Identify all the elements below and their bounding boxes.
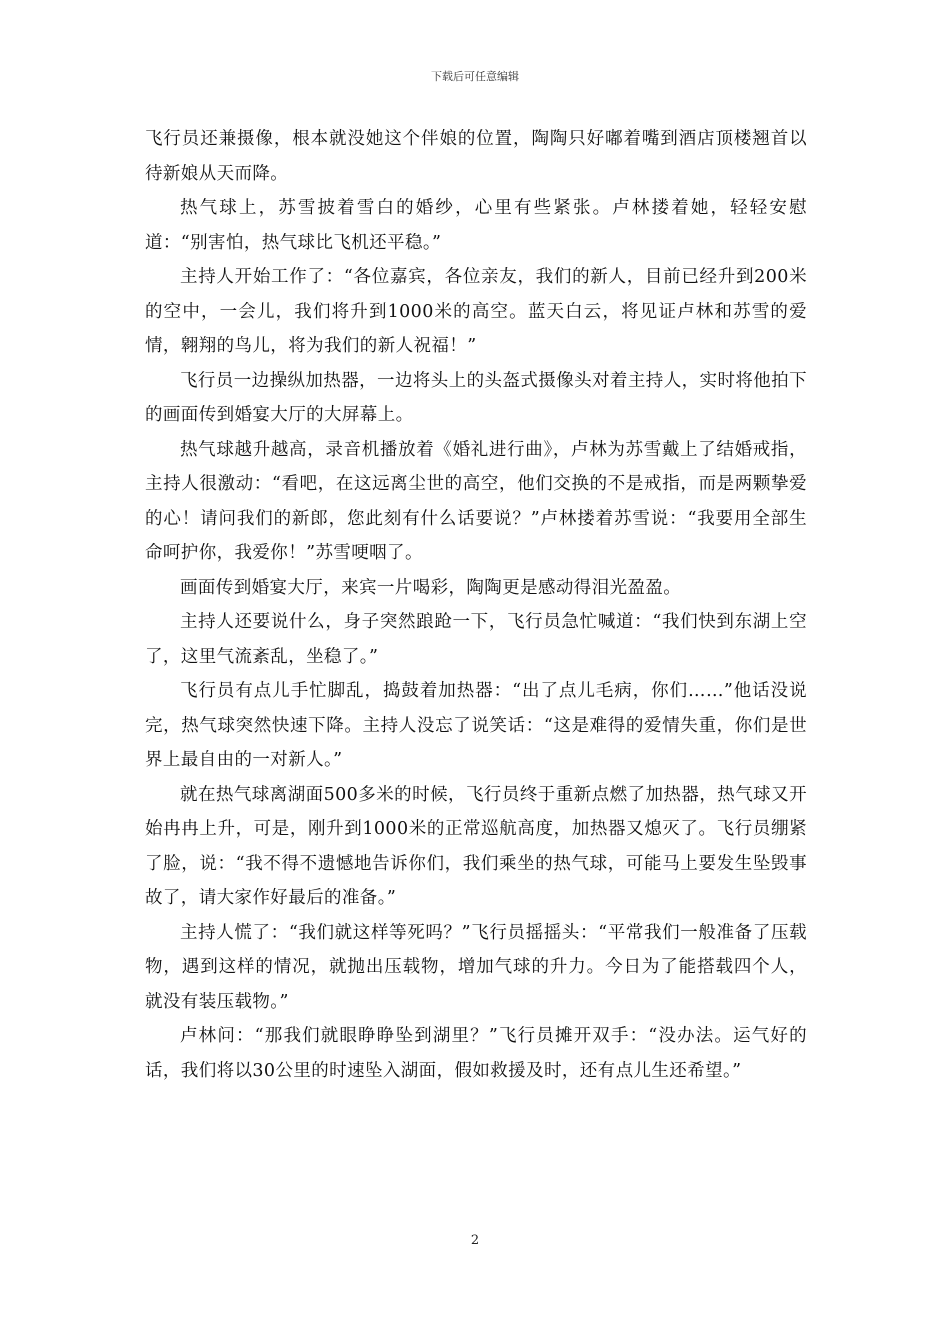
paragraph: 飞行员有点儿手忙脚乱，捣鼓着加热器：“出了点儿毛病，你们……”他话没说完，热气球突然快速下降。主持人没忘了说笑话：“这是难得的爱情失重，你们是世界上最自由的一对新人。” xyxy=(145,681,807,770)
paragraph: 主持人开始工作了：“各位嘉宾，各位亲友，我们的新人，目前已经升到200米的空中，一会儿，我们将升到1000米的高空。蓝天白云，将见证卢林和苏雪的爱情，翱翔的鸟儿，将为我们的新人祝福！” xyxy=(145,267,807,356)
paragraph: 热气球上，苏雪披着雪白的婚纱，心里有些紧张。卢林搂着她，轻轻安慰道：“别害怕，热气球比飞机还平稳。” xyxy=(145,198,807,253)
page-number: 2 xyxy=(470,1233,480,1248)
body-text xyxy=(145,122,807,1088)
paragraph: 主持人慌了：“我们就这样等死吗？”飞行员摇摇头：“平常我们一般准备了压载物，遇到这样的情况，就抛出压载物，增加气球的升力。今日为了能搭载四个人，就没有装压载物。” xyxy=(145,922,807,1012)
paragraph: 卢林问：“那我们就眼睁睁坠到湖里？”飞行员摊开双手：“没办法。运气好的话，我们将以30公里的时速坠入湖面，假如救援及时，还有点儿生还希望。” xyxy=(145,1026,807,1081)
paragraph: 飞行员还兼摄像，根本就没她这个伴娘的位置，陶陶只好嘟着嘴到酒店顶楼翘首以待新娘从天而降。 xyxy=(145,129,807,184)
paragraph: 主持人还要说什么，身子突然踉跄一下，飞行员急忙喊道：“我们快到东湖上空了，这里气流紊乱，坐稳了。” xyxy=(145,612,807,667)
page-header: 下载后可任意编辑 xyxy=(431,70,519,83)
paragraph: 画面传到婚宴大厅，来宾一片喝彩，陶陶更是感动得泪光盈盈。 xyxy=(180,577,682,598)
paragraph: 热气球越升越高，录音机播放着《婚礼进行曲》，卢林为苏雪戴上了结婚戒指，主持人很激动：“看吧，在这远离尘世的高空，他们交换的不是戒指，而是两颗挚爱的心！请问我们的新郎，您此刻有什么话要说？”卢林搂着苏雪说：“我要用全部生命呵护你，我爱你！”苏雪哽咽了。 xyxy=(145,439,807,563)
paragraph: 飞行员一边操纵加热器，一边将头上的头盔式摄像头对着主持人，实时将他拍下的画面传到婚宴大厅的大屏幕上。 xyxy=(145,370,807,425)
paragraph: 就在热气球离湖面500多米的时候，飞行员终于重新点燃了加热器，热气球又开始冉冉上升，可是，刚升到1000米的正常巡航高度，加热器又熄灭了。飞行员绷紧了脸，说：“我不得不遗憾地告诉你们，我们乘坐的热气球，可能马上要发生坠毁事故了，请大家作好最后的准备。” xyxy=(145,784,807,908)
